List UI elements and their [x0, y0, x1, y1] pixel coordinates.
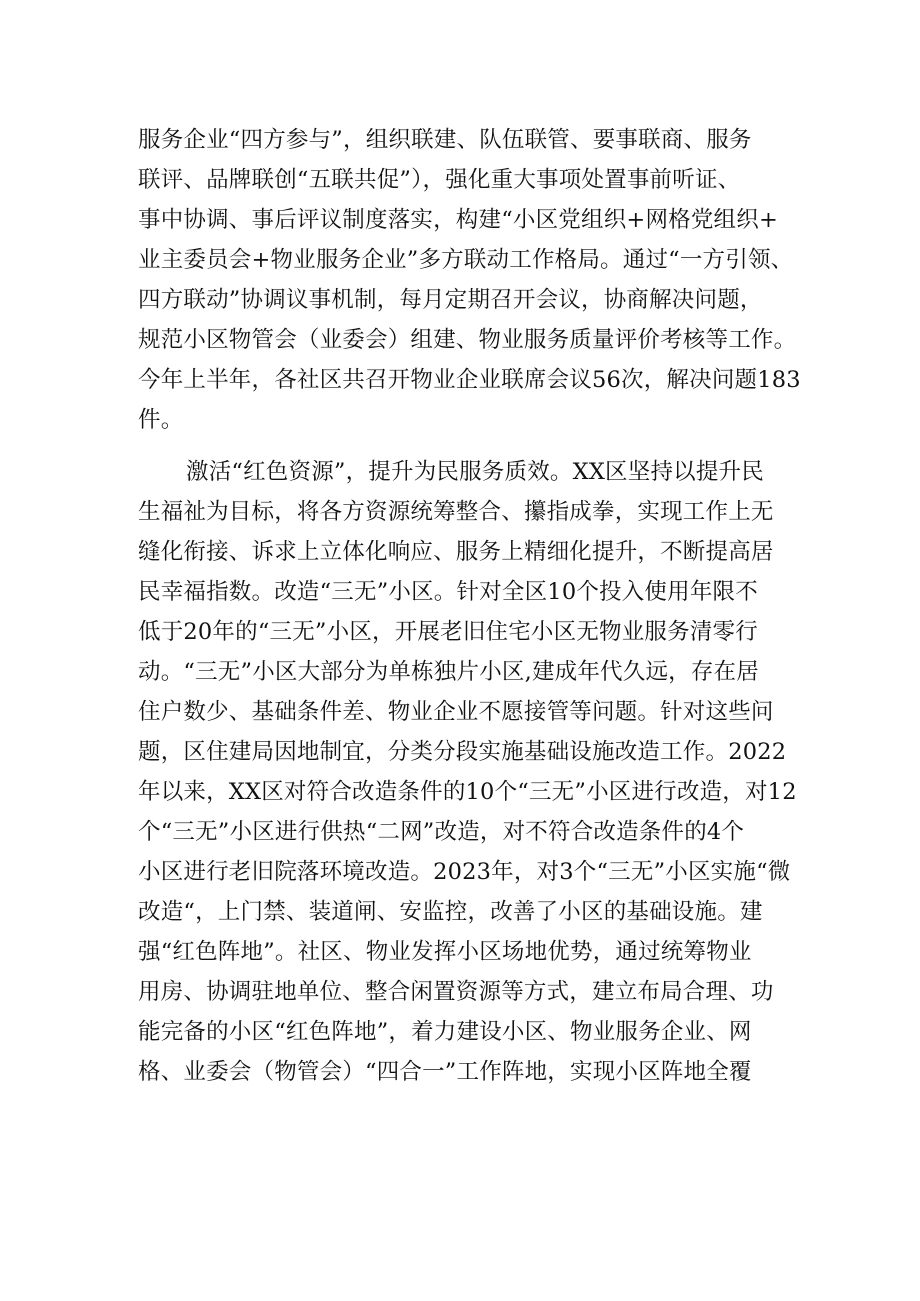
text-line: 服务企业“四方参与”，组织联建、队伍联管、要事联商、服务 — [138, 127, 752, 153]
text-line: 动。“三无”小区大部分为单栋独片小区,建成年代久远，存在居 — [138, 659, 759, 685]
text-line: 改造“，上门禁、装道闸、安监控，改善了小区的基础设施。建 — [138, 899, 763, 925]
paragraph-first-line: 激活“红色资源”，提升为民服务质效。XX区坚持以提升民 — [186, 459, 764, 485]
text-line: 四方联动”协调议事机制，每月定期召开会议，协商解决问题， — [138, 287, 763, 313]
text-line: 业主委员会+物业服务企业”多方联动工作格局。通过“一方引领、 — [138, 247, 794, 273]
text-line: 缝化衔接、诉求上立体化响应、服务上精细化提升，不断提高居 — [138, 539, 774, 565]
text-line: 生福祉为目标，将各方资源统筹整合、攥指成拳，实现工作上无 — [138, 499, 774, 525]
text-line: 格、业委会（物管会）“四合一”工作阵地，实现小区阵地全覆 — [138, 1059, 752, 1085]
text-line: 件。 — [138, 407, 184, 433]
text-line: 年以来，XX区对符合改造条件的10个“三无”小区进行改造，对12 — [138, 779, 797, 805]
text-line: 能完备的小区“红色阵地”，着力建设小区、物业服务企业、网 — [138, 1019, 752, 1045]
text-line: 强“红色阵地”。社区、物业发挥小区场地优势，通过统筹物业 — [138, 939, 752, 965]
text-line: 事中协调、事后评议制度落实，构建“小区党组织+网格党组织+ — [138, 207, 779, 233]
text-line: 用房、协调驻地单位、整合闲置资源等方式，建立布局合理、功 — [138, 979, 774, 1005]
text-line: 个“三无”小区进行供热“二网”改造，对不符合改造条件的4个 — [138, 819, 745, 845]
text-line: 小区进行老旧院落环境改造。2023年，对3个“三无”小区实施“微 — [138, 859, 791, 885]
text-line: 住户数少、基础条件差、物业企业不愿接管等问题。针对这些问 — [138, 699, 774, 725]
text-line: 低于20年的“三无”小区，开展老旧住宅小区无物业服务清零行 — [138, 619, 758, 645]
text-line: 题，区住建局因地制宜，分类分段实施基础设施改造工作。2022 — [138, 739, 787, 765]
text-line: 规范小区物管会（业委会）组建、物业服务质量评价考核等工作。 — [138, 327, 797, 353]
text-line: 今年上半年，各社区共召开物业企业联席会议56次，解决问题183 — [138, 367, 801, 393]
text-line: 民幸福指数。改造“三无”小区。针对全区10个投入使用年限不 — [138, 579, 758, 605]
text-line: 联评、品牌联创“五联共促”），强化重大事项处置事前听证、 — [138, 167, 741, 193]
